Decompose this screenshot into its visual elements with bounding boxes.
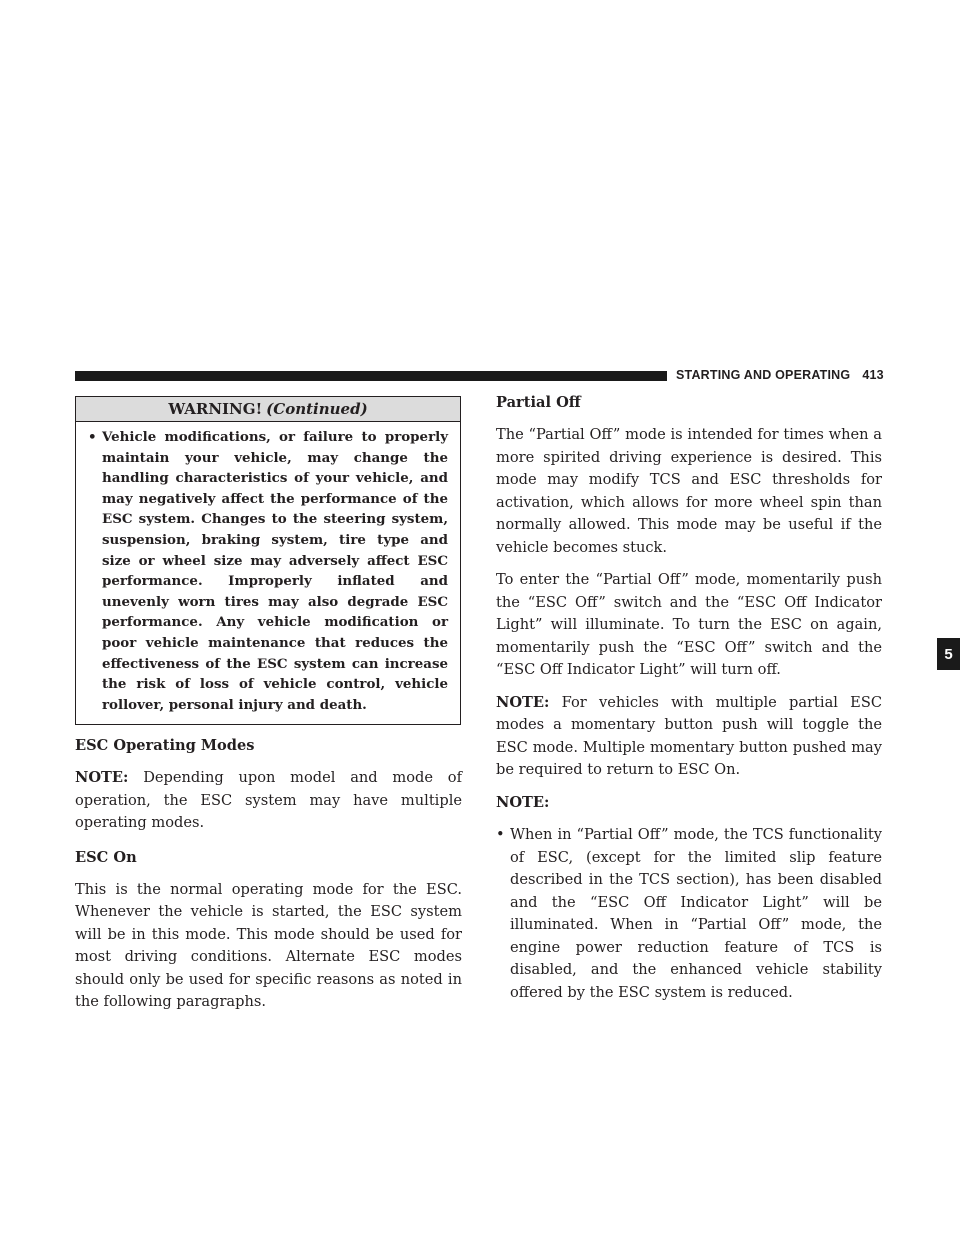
partial-off-intro: The “Partial Off” mode is intended for times when a more spirited driving experience is desired. This mode may modify TCS and ESC thresholds for activation, which allows for more wheel spin than normally allowed. This mode may be useful if the vehicle becomes stuck. <box>496 426 882 556</box>
running-header <box>676 368 884 382</box>
warning-header <box>76 397 460 422</box>
note-label-2: NOTE: <box>496 793 550 811</box>
note-paragraph <box>75 767 462 835</box>
note-label: NOTE: <box>75 769 129 787</box>
bullet-icon: • <box>88 429 97 445</box>
bullet-icon: • <box>496 826 505 843</box>
warning-text: Vehicle modifications, or failure to properly maintain your vehicle, may change the handling characteristics of your vehicle, and may negatively affect the performance of the ESC system. Changes to the steering system, suspension, braking system, tire type and size or wheel size may adversely affect ESC performance. Improperly inflated and unevenly worn tires may also degrade ESC performance. Any vehicle modification or poor vehicle maintenance that reduces the effectiveness of the ESC system can increase the risk of loss of vehicle control, vehicle rollover, personal injury and death. <box>102 429 448 713</box>
header-rule <box>75 371 667 381</box>
page-number: 413 <box>862 368 884 382</box>
esc-on-paragraph: This is the normal operating mode for the ESC. Whenever the vehicle is started, the ESC system will be in this mode. This mode should be used for most driving conditions. Alternate ESC modes should only be used for specific reasons as noted in the following paragraphs. <box>75 880 462 1011</box>
partial-off-enter: To enter the “Partial Off” mode, momentarily push the “ESC Off” switch and the “ESC Off Indicator Light” will illuminate. To turn the ESC on again, momentarily push the “ESC Off” switch and the “ESC Off Indicator Light” will turn off. <box>496 571 882 678</box>
right-column <box>496 392 882 1004</box>
section-title: STARTING AND OPERATING <box>676 368 851 382</box>
warning-body <box>76 422 460 724</box>
list-item-text: When in “Partial Off” mode, the TCS functionality of ESC, (except for the limited slip feature described in the TCS section), has been disabled and the “ESC Off Indicator Light” will be illuminated. When in “Partial Off” mode, the engine power reduction feature of TCS is disabled, and the enhanced vehicle stability offered by the ESC system is reduced. <box>510 826 882 1001</box>
chapter-tab: 5 <box>937 638 960 670</box>
note-text: Depending upon model and mode of operation, the ESC system may have multiple operating modes. <box>75 769 462 832</box>
warning-continued: (Continued) <box>266 400 368 418</box>
left-column <box>75 396 462 1014</box>
warning-title: WARNING! <box>168 400 263 418</box>
list-item <box>496 824 882 1004</box>
note-label-1: NOTE: <box>496 693 550 711</box>
note-text-1: For vehicles with multiple partial ESC modes a momentary button push will toggle the ESC mode. Multiple momentary button pushed may be required to return to ESC On. <box>496 693 882 778</box>
heading-esc-operating-modes: ESC Operating Modes <box>75 737 255 755</box>
heading-esc-on: ESC On <box>75 848 137 866</box>
heading-partial-off: Partial Off <box>496 394 581 411</box>
note-paragraph-1 <box>496 692 882 782</box>
warning-box <box>75 396 461 725</box>
